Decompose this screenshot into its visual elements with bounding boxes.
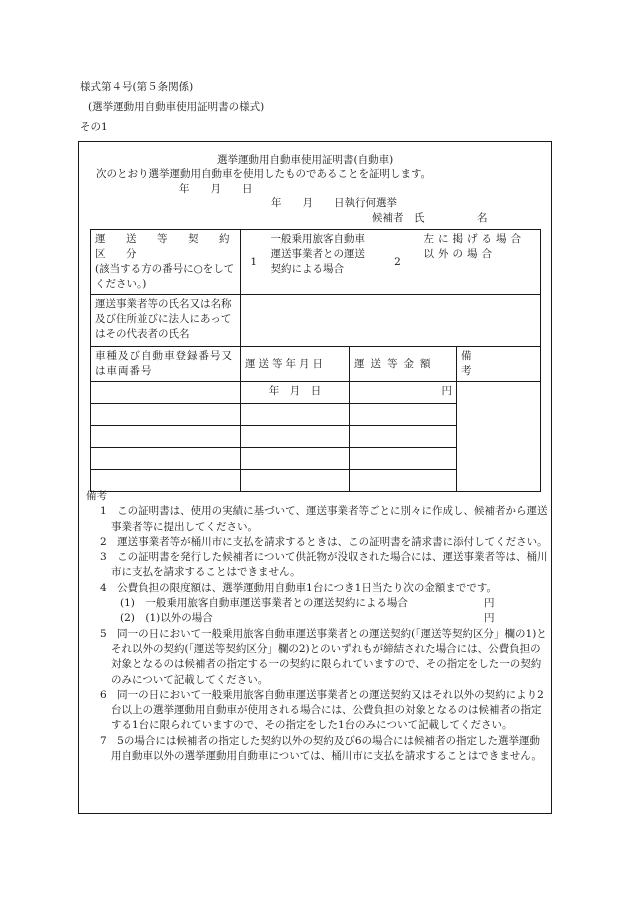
date-cell[interactable] xyxy=(241,404,350,426)
form-part: その1 xyxy=(80,121,108,133)
note-item-2: 2 運送事業者等が桶川市に支払を請求するときは、この証明書を請求書に添付してください。 xyxy=(100,535,548,548)
option-1-text: 一般乗用旅客自動車運送事業者との運送契約による場合 xyxy=(267,230,376,295)
carrier-value[interactable] xyxy=(241,295,541,347)
form-number: 様式第４号(第５条関係) xyxy=(80,81,194,93)
remarks-label: 備考 xyxy=(461,350,510,377)
option-2-number[interactable]: 2 xyxy=(376,230,420,295)
vehicle-cell[interactable] xyxy=(91,382,241,404)
contract-type-note: (該当する方の番号に○をしてください。) xyxy=(95,263,235,290)
amount-cell[interactable] xyxy=(350,404,457,426)
vehicle-cell[interactable] xyxy=(91,426,241,448)
amount-column-header: 運送等金額 xyxy=(350,347,457,382)
date-cell[interactable] xyxy=(241,448,350,470)
usage-table xyxy=(90,229,541,492)
contract-type-cell xyxy=(91,230,250,295)
certificate-title: 選挙運動用自動車使用証明書(自動車) xyxy=(217,154,394,166)
vehicle-cell[interactable] xyxy=(91,448,241,470)
issue-date: 年 月 日 xyxy=(179,183,253,195)
candidate-name-line: 候補者 氏 名 xyxy=(372,212,488,224)
carrier-label: 運送事業者等の氏名又は名称及び住所並びに法人にあってはその代表者の氏名 xyxy=(91,295,241,347)
date-column-header: 運送等年月日 xyxy=(241,347,350,382)
form-name: (選挙運動用自動車使用証明書の様式) xyxy=(88,101,265,113)
vehicle-cell[interactable] xyxy=(91,404,241,426)
note-item-3: 3 この証明書を発行した候補者について供託物が没収された場合には、運送事業者等は、桶川市に支払を請求することはできません。 xyxy=(100,551,548,579)
remarks-cell[interactable] xyxy=(457,382,541,492)
notes-heading: 備考 xyxy=(86,490,107,502)
remarks-column-header xyxy=(457,347,541,382)
contract-type-label: 運 送 等 契 約 区 分 xyxy=(95,233,250,260)
amount-cell[interactable]: 円 xyxy=(350,382,457,404)
certificate-statement: 次のとおり選挙運動用自動車を使用したものであることを証明します。 xyxy=(96,168,432,180)
election-line: 年 月 日執行何選挙 xyxy=(271,197,397,209)
vehicle-column-header: 車種及び自動車登録番号又は車両番号 xyxy=(91,347,241,382)
note-sub-item-1: (1) 一般乗用旅客自動車運送事業者との運送契約による場合 円 xyxy=(120,597,495,610)
note-item-1: 1 この証明書は、使用の実績に基づいて、運送事業者等ごとに別々に作成し、候補者から運送事業者等に提出してください。 xyxy=(100,505,548,533)
date-cell[interactable]: 年 月 日 xyxy=(241,382,350,404)
note-item-5: 5 同一の日において一般乗用旅客自動車運送事業者との運送契約(「運送等契約区分」欄の1)とそれ以外の契約(「運送等契約区分」欄の2)とのいずれもが締結された場合には、公費負担の対象となるのは候補者の指定する一の契約に限られていますので、その指定をした一の契約のみについて記載してください。 xyxy=(100,627,547,686)
amount-cell[interactable] xyxy=(350,448,457,470)
note-item-7: 7 5の場合には候補者の指定した契約以外の契約及び6の場合には候補者の指定した選挙運動用自動車以外の選挙運動用自動車については、桶川市に支払を請求することはできません。 xyxy=(100,734,542,763)
date-cell[interactable] xyxy=(241,426,350,448)
amount-cell[interactable] xyxy=(350,426,457,448)
option-2-text: 左に掲げる場合以外の場合 xyxy=(420,230,541,295)
note-sub-item-2: (2) (1)以外の場合 円 xyxy=(120,612,495,625)
note-item-6: 6 同一の日において一般乗用旅客自動車運送事業者との運送契約又はそれ以外の契約により2台以上の選挙運動用自動車が使用される場合には、公費負担の対象となるのは候補者の指定する1台に限られていますので、その指定をした1台のみについて記載してください。 xyxy=(100,688,544,732)
notes-section xyxy=(86,489,548,764)
note-item-4: 4 公費負担の限度額は、選挙運動用自動車1台につき1日当たり次の金額までです。 xyxy=(100,581,497,594)
option-1-number[interactable]: 1 xyxy=(241,230,267,295)
